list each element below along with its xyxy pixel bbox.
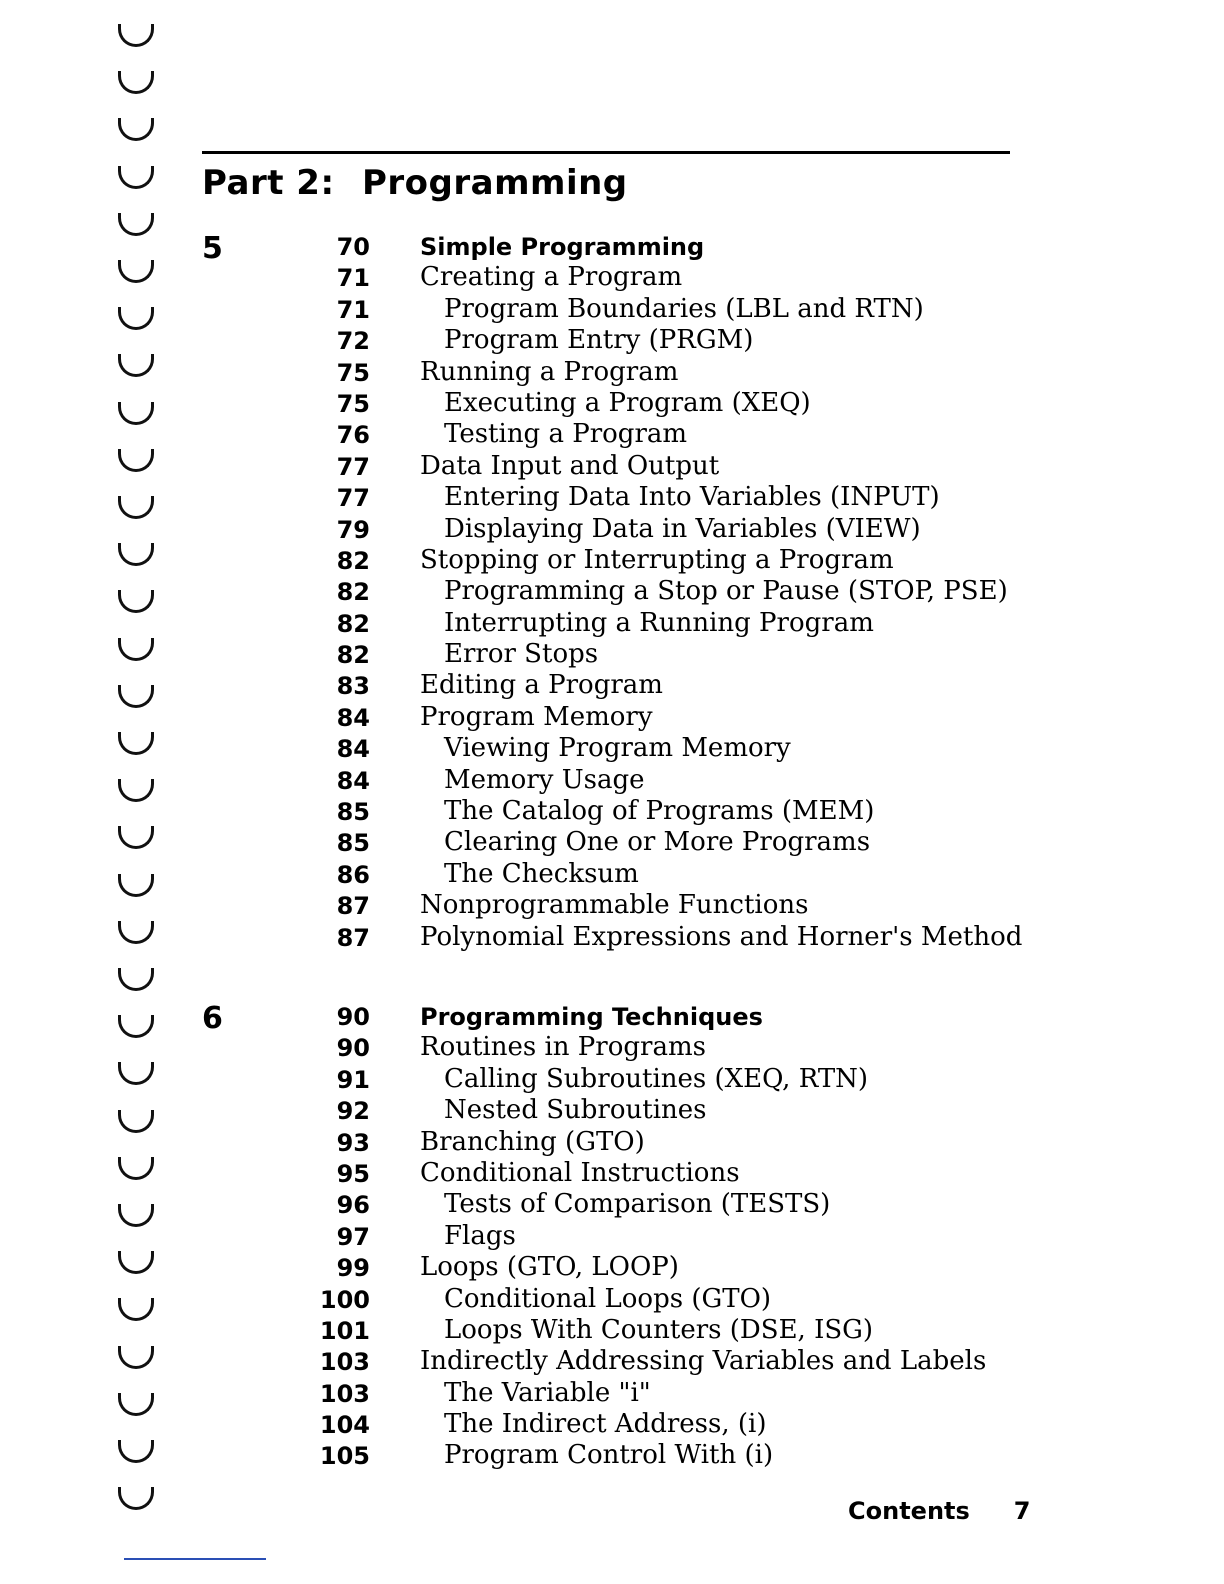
entry-title: Routines in Programs bbox=[420, 1032, 706, 1063]
binding-ring bbox=[118, 1440, 154, 1463]
binding-ring bbox=[118, 1298, 154, 1321]
binding-ring bbox=[118, 449, 154, 472]
entry-title: Nonprogrammable Functions bbox=[420, 890, 809, 921]
binding-ring bbox=[118, 1251, 154, 1274]
part-heading bbox=[202, 163, 628, 203]
binding-ring bbox=[118, 968, 154, 991]
entry-title: Loops (GTO, LOOP) bbox=[420, 1252, 679, 1283]
page-number: 100 bbox=[319, 1285, 370, 1314]
binding-ring bbox=[118, 1346, 154, 1369]
page-footer bbox=[848, 1497, 1030, 1525]
entry-title: Editing a Program bbox=[420, 670, 663, 701]
page-number: 85 bbox=[336, 829, 370, 858]
binding-ring bbox=[118, 1157, 154, 1180]
entry-title: Loops With Counters (DSE, ISG) bbox=[444, 1314, 874, 1345]
entry-title: Flags bbox=[444, 1220, 516, 1251]
page-number: 82 bbox=[336, 578, 370, 607]
page-number: 91 bbox=[336, 1065, 370, 1094]
footer-page-number: 7 bbox=[1013, 1497, 1031, 1525]
page-number: 103 bbox=[319, 1379, 370, 1408]
part-title: Programming bbox=[362, 163, 628, 203]
binding-ring bbox=[118, 590, 154, 613]
entry-title: Program Boundaries (LBL and RTN) bbox=[444, 293, 924, 324]
entry-title: Viewing Program Memory bbox=[444, 733, 791, 764]
binding-ring bbox=[118, 779, 154, 802]
page-number: 82 bbox=[336, 641, 370, 670]
page-number: 103 bbox=[319, 1348, 370, 1377]
page-number: 97 bbox=[336, 1222, 370, 1251]
page-number: 96 bbox=[336, 1191, 370, 1220]
entry-title: Conditional Loops (GTO) bbox=[444, 1283, 772, 1314]
binding-ring bbox=[118, 732, 154, 755]
entry-title: Conditional Instructions bbox=[420, 1157, 740, 1188]
scan-edge-line bbox=[124, 1558, 266, 1560]
chapter-title: Programming Techniques bbox=[420, 1003, 763, 1031]
entry-title: Data Input and Output bbox=[420, 450, 720, 481]
page-number: 82 bbox=[336, 609, 370, 638]
entry-title: The Checksum bbox=[444, 858, 639, 889]
entry-title: Executing a Program (XEQ) bbox=[444, 387, 811, 418]
entry-title: Programming a Stop or Pause (STOP, PSE) bbox=[444, 576, 1008, 607]
entry-title: Interrupting a Running Program bbox=[444, 607, 874, 638]
page-number: 86 bbox=[336, 860, 370, 889]
page-number: 75 bbox=[336, 358, 370, 387]
page-number: 85 bbox=[336, 798, 370, 827]
footer-section: Contents bbox=[848, 1497, 970, 1525]
page-number: 79 bbox=[336, 515, 370, 544]
page-number: 77 bbox=[336, 452, 370, 481]
entry-title: Stopping or Interrupting a Program bbox=[420, 544, 894, 575]
binding-ring bbox=[118, 1487, 154, 1510]
page-number: 83 bbox=[336, 672, 370, 701]
binding-ring bbox=[118, 166, 154, 189]
entry-title: Polynomial Expressions and Horner's Method bbox=[420, 921, 1023, 952]
binding-ring bbox=[118, 71, 154, 94]
binding-ring bbox=[118, 354, 154, 377]
entry-title: Testing a Program bbox=[444, 419, 688, 450]
entry-title: Running a Program bbox=[420, 356, 679, 387]
entry-title: Program Entry (PRGM) bbox=[444, 325, 754, 356]
page-number: 84 bbox=[336, 766, 370, 795]
page-number: 104 bbox=[319, 1411, 370, 1440]
entry-title: Creating a Program bbox=[420, 262, 683, 293]
page-number: 76 bbox=[336, 421, 370, 450]
binding-ring bbox=[118, 685, 154, 708]
binding-ring bbox=[118, 543, 154, 566]
entry-title: Memory Usage bbox=[444, 764, 645, 795]
binding-ring bbox=[118, 874, 154, 897]
entry-title: The Variable "i" bbox=[444, 1377, 651, 1408]
entry-title: Program Control With (i) bbox=[444, 1440, 774, 1471]
page-number: 84 bbox=[336, 735, 370, 764]
page-number: 93 bbox=[336, 1128, 370, 1157]
binding-ring bbox=[118, 1110, 154, 1133]
entry-title: The Catalog of Programs (MEM) bbox=[444, 796, 875, 827]
binding-ring bbox=[118, 118, 154, 141]
binding-ring bbox=[118, 921, 154, 944]
entry-title: Calling Subroutines (XEQ, RTN) bbox=[444, 1063, 869, 1094]
binding-ring bbox=[118, 826, 154, 849]
page-number: 95 bbox=[336, 1159, 370, 1188]
entry-title: Displaying Data in Variables (VIEW) bbox=[444, 513, 921, 544]
page-number: 77 bbox=[336, 484, 370, 513]
page-number: 71 bbox=[336, 264, 370, 293]
page-number: 87 bbox=[336, 923, 370, 952]
chapter-number: 6 bbox=[202, 1001, 223, 1036]
binding-ring bbox=[118, 24, 154, 47]
binding-ring bbox=[118, 1062, 154, 1085]
spiral-binding bbox=[108, 14, 168, 1574]
binding-ring bbox=[118, 638, 154, 661]
entry-title: The Indirect Address, (i) bbox=[444, 1409, 767, 1440]
part-label: Part 2: bbox=[202, 163, 335, 203]
chapter-number: 5 bbox=[202, 231, 223, 266]
page-number: 82 bbox=[336, 546, 370, 575]
entry-title: Error Stops bbox=[444, 639, 599, 670]
binding-ring bbox=[118, 496, 154, 519]
binding-ring bbox=[118, 402, 154, 425]
entry-title: Branching (GTO) bbox=[420, 1126, 645, 1157]
page-number: 72 bbox=[336, 327, 370, 356]
binding-ring bbox=[118, 1204, 154, 1227]
binding-ring bbox=[118, 213, 154, 236]
page-number: 105 bbox=[319, 1442, 370, 1471]
page-number: 75 bbox=[336, 389, 370, 418]
entry-title: Program Memory bbox=[420, 701, 653, 732]
entry-title: Clearing One or More Programs bbox=[444, 827, 871, 858]
chapter-title: Simple Programming bbox=[420, 233, 705, 261]
page-number: 90 bbox=[336, 1034, 370, 1063]
page-number: 99 bbox=[336, 1254, 370, 1283]
page-number: 87 bbox=[336, 892, 370, 921]
entry-title: Nested Subroutines bbox=[444, 1095, 707, 1126]
binding-ring bbox=[118, 1393, 154, 1416]
binding-ring bbox=[118, 307, 154, 330]
binding-ring bbox=[118, 260, 154, 283]
page-number: 101 bbox=[319, 1316, 370, 1345]
header-rule bbox=[202, 151, 1010, 154]
binding-ring bbox=[118, 1015, 154, 1038]
page-number: 84 bbox=[336, 703, 370, 732]
entry-title: Tests of Comparison (TESTS) bbox=[444, 1189, 831, 1220]
entry-title: Indirectly Addressing Variables and Labels bbox=[420, 1346, 987, 1377]
page-number: 92 bbox=[336, 1097, 370, 1126]
page-number: 90 bbox=[336, 1003, 370, 1031]
page-number: 71 bbox=[336, 295, 370, 324]
entry-title: Entering Data Into Variables (INPUT) bbox=[444, 482, 940, 513]
page-number: 70 bbox=[336, 233, 370, 261]
